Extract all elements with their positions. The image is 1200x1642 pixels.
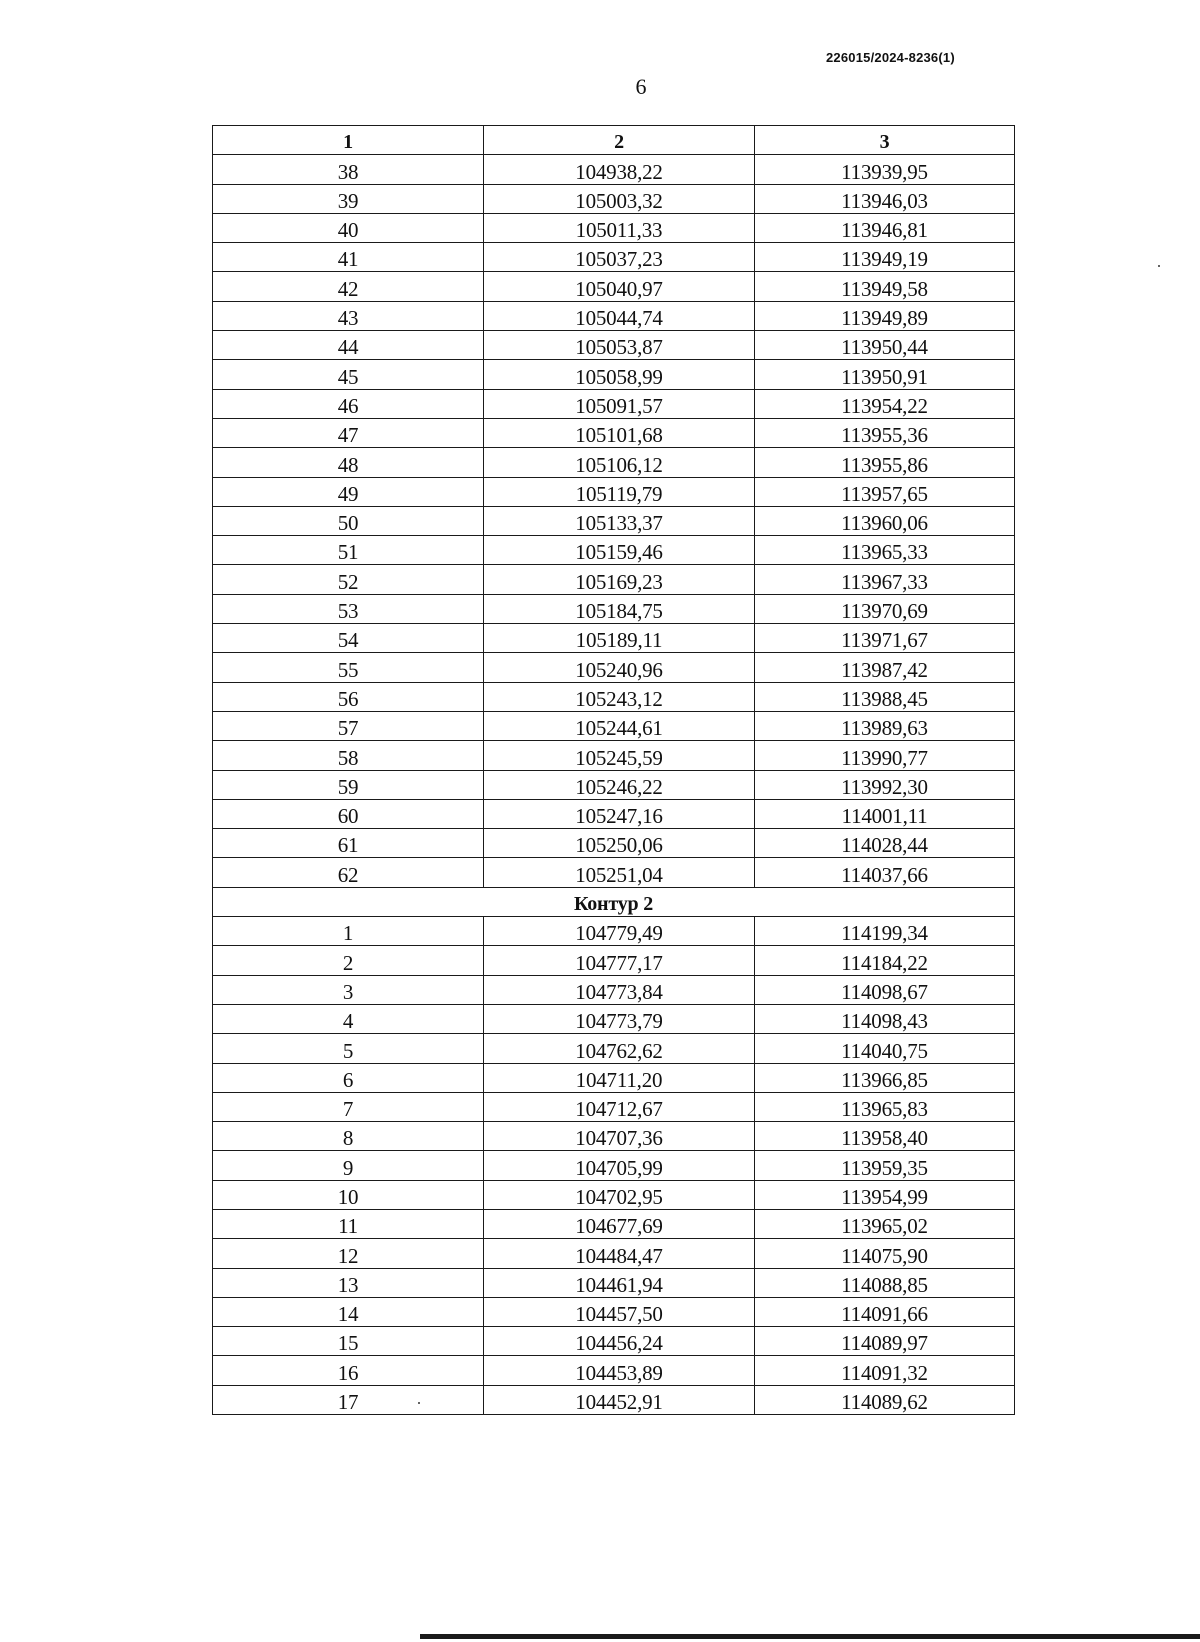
point-number-cell: 45 (213, 360, 484, 389)
column-header: 2 (484, 126, 755, 155)
x-coordinate-cell: 105240,96 (484, 653, 755, 682)
point-number-cell: 57 (213, 711, 484, 740)
table-row (213, 301, 1015, 330)
point-number-cell: 46 (213, 389, 484, 418)
point-number-cell: 58 (213, 741, 484, 770)
point-number-cell: 52 (213, 565, 484, 594)
table-row (213, 1268, 1015, 1297)
point-number-cell: 1 (213, 917, 484, 946)
table-row (213, 1092, 1015, 1121)
x-coordinate-cell: 105040,97 (484, 272, 755, 301)
table-row (213, 946, 1015, 975)
x-coordinate-cell: 104773,79 (484, 1004, 755, 1033)
y-coordinate-cell: 114184,22 (755, 946, 1015, 975)
x-coordinate-cell: 104484,47 (484, 1239, 755, 1268)
table-row (213, 1385, 1015, 1414)
x-coordinate-cell: 105133,37 (484, 506, 755, 535)
point-number-cell: 14 (213, 1297, 484, 1326)
y-coordinate-cell: 113989,63 (755, 711, 1015, 740)
y-coordinate-cell: 113958,40 (755, 1122, 1015, 1151)
x-coordinate-cell: 104773,84 (484, 975, 755, 1004)
x-coordinate-cell: 105119,79 (484, 477, 755, 506)
point-number-cell: 59 (213, 770, 484, 799)
y-coordinate-cell: 113970,69 (755, 594, 1015, 623)
table-row (213, 477, 1015, 506)
y-coordinate-cell: 113955,86 (755, 448, 1015, 477)
table-header (213, 126, 1015, 155)
y-coordinate-cell: 114075,90 (755, 1239, 1015, 1268)
bottom-rule (420, 1634, 1200, 1639)
point-number-cell: 5 (213, 1034, 484, 1063)
table-row (213, 506, 1015, 535)
x-coordinate-cell: 105247,16 (484, 799, 755, 828)
x-coordinate-cell: 104707,36 (484, 1122, 755, 1151)
x-coordinate-cell: 104677,69 (484, 1209, 755, 1238)
y-coordinate-cell: 113990,77 (755, 741, 1015, 770)
x-coordinate-cell: 104456,24 (484, 1327, 755, 1356)
table-row (213, 331, 1015, 360)
table-row (213, 594, 1015, 623)
table-row (213, 1004, 1015, 1033)
y-coordinate-cell: 113954,22 (755, 389, 1015, 418)
y-coordinate-cell: 113949,19 (755, 243, 1015, 272)
x-coordinate-cell: 104461,94 (484, 1268, 755, 1297)
point-number-cell: 55 (213, 653, 484, 682)
x-coordinate-cell: 105106,12 (484, 448, 755, 477)
point-number-cell: 6 (213, 1063, 484, 1092)
table-row (213, 624, 1015, 653)
x-coordinate-cell: 104705,99 (484, 1151, 755, 1180)
table-row (213, 1209, 1015, 1238)
y-coordinate-cell: 113955,36 (755, 418, 1015, 447)
header-row (213, 126, 1015, 155)
table-row (213, 770, 1015, 799)
y-coordinate-cell: 113988,45 (755, 682, 1015, 711)
table-body (213, 155, 1015, 1415)
table-row (213, 653, 1015, 682)
point-number-cell: 40 (213, 213, 484, 242)
point-number-cell: 39 (213, 184, 484, 213)
table-row (213, 1180, 1015, 1209)
table-row (213, 829, 1015, 858)
y-coordinate-cell: 113971,67 (755, 624, 1015, 653)
y-coordinate-cell: 113960,06 (755, 506, 1015, 535)
x-coordinate-cell: 105246,22 (484, 770, 755, 799)
y-coordinate-cell: 114001,11 (755, 799, 1015, 828)
point-number-cell: 48 (213, 448, 484, 477)
y-coordinate-cell: 114028,44 (755, 829, 1015, 858)
y-coordinate-cell: 113967,33 (755, 565, 1015, 594)
x-coordinate-cell: 105169,23 (484, 565, 755, 594)
y-coordinate-cell: 113949,89 (755, 301, 1015, 330)
y-coordinate-cell: 113939,95 (755, 155, 1015, 184)
table-row (213, 389, 1015, 418)
point-number-cell: 9 (213, 1151, 484, 1180)
table-row (213, 243, 1015, 272)
point-number-cell: 16 (213, 1356, 484, 1385)
point-number-cell: 15 (213, 1327, 484, 1356)
point-number-cell: 17 (213, 1385, 484, 1414)
table-row (213, 1356, 1015, 1385)
point-number-cell: 11 (213, 1209, 484, 1238)
column-header: 1 (213, 126, 484, 155)
point-number-cell: 51 (213, 536, 484, 565)
y-coordinate-cell: 114091,66 (755, 1297, 1015, 1326)
y-coordinate-cell: 113946,81 (755, 213, 1015, 242)
table-row (213, 682, 1015, 711)
point-number-cell: 13 (213, 1268, 484, 1297)
table-row (213, 799, 1015, 828)
x-coordinate-cell: 105243,12 (484, 682, 755, 711)
point-number-cell: 8 (213, 1122, 484, 1151)
x-coordinate-cell: 105101,68 (484, 418, 755, 447)
y-coordinate-cell: 114037,66 (755, 858, 1015, 887)
x-coordinate-cell: 105011,33 (484, 213, 755, 242)
point-number-cell: 47 (213, 418, 484, 447)
x-coordinate-cell: 104762,62 (484, 1034, 755, 1063)
y-coordinate-cell: 114199,34 (755, 917, 1015, 946)
x-coordinate-cell: 105159,46 (484, 536, 755, 565)
x-coordinate-cell: 105251,04 (484, 858, 755, 887)
y-coordinate-cell: 113992,30 (755, 770, 1015, 799)
table-row (213, 213, 1015, 242)
point-number-cell: 54 (213, 624, 484, 653)
y-coordinate-cell: 114088,85 (755, 1268, 1015, 1297)
point-number-cell: 60 (213, 799, 484, 828)
table-row (213, 975, 1015, 1004)
x-coordinate-cell: 104711,20 (484, 1063, 755, 1092)
x-coordinate-cell: 104452,91 (484, 1385, 755, 1414)
table-row (213, 536, 1015, 565)
y-coordinate-cell: 113957,65 (755, 477, 1015, 506)
table-row (213, 711, 1015, 740)
page-number: 6 (635, 74, 647, 99)
point-number-cell: 42 (213, 272, 484, 301)
x-coordinate-cell: 105244,61 (484, 711, 755, 740)
x-coordinate-cell: 105189,11 (484, 624, 755, 653)
section-title: Контур 2 (213, 887, 1015, 916)
y-coordinate-cell: 114089,97 (755, 1327, 1015, 1356)
point-number-cell: 7 (213, 1092, 484, 1121)
point-number-cell: 50 (213, 506, 484, 535)
point-number-cell: 38 (213, 155, 484, 184)
section-row (213, 887, 1015, 916)
y-coordinate-cell: 113987,42 (755, 653, 1015, 682)
x-coordinate-cell: 104779,49 (484, 917, 755, 946)
y-coordinate-cell: 114089,62 (755, 1385, 1015, 1414)
point-number-cell: 56 (213, 682, 484, 711)
x-coordinate-cell: 105091,57 (484, 389, 755, 418)
y-coordinate-cell: 113954,99 (755, 1180, 1015, 1209)
point-number-cell: 2 (213, 946, 484, 975)
document-number: 226015/2024-8236(1) (826, 50, 955, 65)
y-coordinate-cell: 113950,44 (755, 331, 1015, 360)
x-coordinate-cell: 105184,75 (484, 594, 755, 623)
x-coordinate-cell: 105250,06 (484, 829, 755, 858)
point-number-cell: 4 (213, 1004, 484, 1033)
y-coordinate-cell: 113946,03 (755, 184, 1015, 213)
point-number-cell: 43 (213, 301, 484, 330)
point-number-cell: 41 (213, 243, 484, 272)
x-coordinate-cell: 104712,67 (484, 1092, 755, 1121)
x-coordinate-cell: 104777,17 (484, 946, 755, 975)
x-coordinate-cell: 104938,22 (484, 155, 755, 184)
x-coordinate-cell: 104702,95 (484, 1180, 755, 1209)
table-row (213, 418, 1015, 447)
table-row (213, 858, 1015, 887)
y-coordinate-cell: 113950,91 (755, 360, 1015, 389)
table-row (213, 184, 1015, 213)
table-row (213, 360, 1015, 389)
point-number-cell: 12 (213, 1239, 484, 1268)
x-coordinate-cell: 105044,74 (484, 301, 755, 330)
x-coordinate-cell: 105053,87 (484, 331, 755, 360)
table-row (213, 741, 1015, 770)
y-coordinate-cell: 114040,75 (755, 1034, 1015, 1063)
table-row (213, 1327, 1015, 1356)
table-row (213, 565, 1015, 594)
table-row (213, 1297, 1015, 1326)
point-number-cell: 44 (213, 331, 484, 360)
point-number-cell: 61 (213, 829, 484, 858)
x-coordinate-cell: 104457,50 (484, 1297, 755, 1326)
point-number-cell: 62 (213, 858, 484, 887)
x-coordinate-cell: 105058,99 (484, 360, 755, 389)
y-coordinate-cell: 113949,58 (755, 272, 1015, 301)
table-row (213, 1151, 1015, 1180)
y-coordinate-cell: 114098,43 (755, 1004, 1015, 1033)
point-number-cell: 10 (213, 1180, 484, 1209)
table-row (213, 155, 1015, 184)
table-row (213, 1034, 1015, 1063)
y-coordinate-cell: 113965,33 (755, 536, 1015, 565)
table-row (213, 1239, 1015, 1268)
table-row (213, 917, 1015, 946)
table-row (213, 1122, 1015, 1151)
x-coordinate-cell: 104453,89 (484, 1356, 755, 1385)
point-number-cell: 3 (213, 975, 484, 1004)
point-number-cell: 53 (213, 594, 484, 623)
y-coordinate-cell: 113959,35 (755, 1151, 1015, 1180)
scan-speck (418, 1402, 420, 1404)
point-number-cell: 49 (213, 477, 484, 506)
x-coordinate-cell: 105003,32 (484, 184, 755, 213)
y-coordinate-cell: 114091,32 (755, 1356, 1015, 1385)
y-coordinate-cell: 113965,83 (755, 1092, 1015, 1121)
x-coordinate-cell: 105037,23 (484, 243, 755, 272)
table-row (213, 1063, 1015, 1092)
y-coordinate-cell: 114098,67 (755, 975, 1015, 1004)
column-header: 3 (755, 126, 1015, 155)
table-row (213, 272, 1015, 301)
scan-speck (1158, 265, 1160, 267)
x-coordinate-cell: 105245,59 (484, 741, 755, 770)
y-coordinate-cell: 113966,85 (755, 1063, 1015, 1092)
table-row (213, 448, 1015, 477)
coordinates-table (212, 125, 1015, 1415)
y-coordinate-cell: 113965,02 (755, 1209, 1015, 1238)
